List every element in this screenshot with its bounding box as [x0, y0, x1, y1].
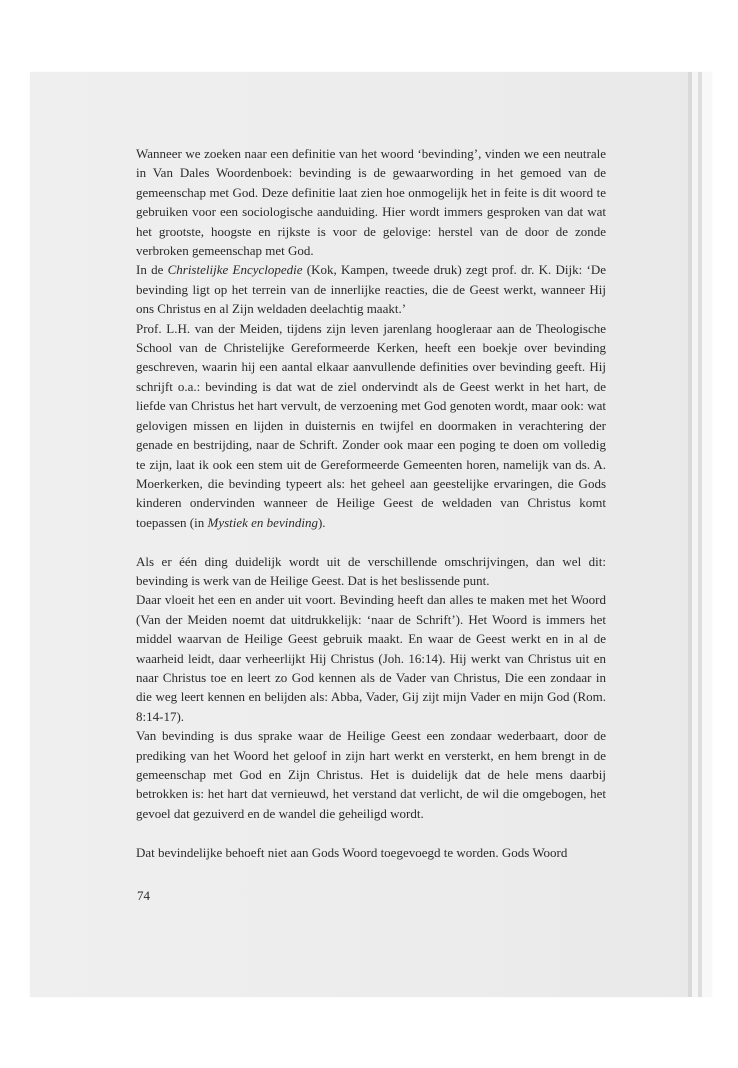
paragraph-1: Wanneer we zoeken naar een definitie van het woord ‘bevinding’, vinden we een neutrale in Van Dales Woordenboek: bevinding is de gewaarwording in het gemoed van de gemeenschap met God. Deze definitie laat zien hoe onmogelijk het in feite is dit woord te gebruiken voor een sociologische aanduiding. Hier wordt immers gesproken van dat wat het grootste, hoogste en rijkste is voor de gelovige: herstel van de door de zonde verbroken gemeenschap met God.: [136, 146, 606, 259]
paragraph-3: Prof. L.H. van der Meiden, tijdens zijn leven jarenlang hoogleraar aan de Theologische School van de Christelijke Gereformeerde Kerken, heeft een boekje over bevinding geschreven, waarin hij een aantal elkaar aanvullende definities over bevinding geeft. Hij schrijft o.a.: bevinding is dat wat de ziel ondervindt als de Geest werkt in het hart, de liefde van Christus het hart vervult, de verzoening met God genoten wordt, maar ook: wat gelovigen missen en lijden in duisternis en twijfel en doormaken in verachtering der genade en bestrijding, naar de Schrift. Zonder ook maar een poging te doen om volledig te zijn, laat ik ook een stem uit de Gereformeerde Gemeenten horen, namelijk van ds. A. Moerkerken, die bevinding typeert als: het geheel aan geestelijke ervaringen, die Gods kinderen ondervinden wanneer de Heilige Geest de weldaden van Christus komt toepassen (in Mystiek en bevinding).: [136, 320, 606, 530]
body-text: [136, 144, 606, 862]
paragraph-4: Als er één ding duidelijk wordt uit de verschillende omschrijvingen, dan wel dit: bevinding is werk van de Heilige Geest. Dat is het beslissende punt.: [136, 553, 606, 588]
paragraph-5: Daar vloeit het een en ander uit voort. Bevinding heeft dan alles te maken met het Woord (Van der Meiden noemt dat uitdrukkelijk: ‘naar de Schrift’). Het Woord is immers het middel waarvan de Heilige Geest gebruik maakt. En waar de Geest werkt en in al de waarheid leidt, daar verheerlijkt Hij Christus (Joh. 16:14). Hij werkt van Christus uit en naar Christus toe en leert zo God kennen als de Vader van Christus, Die een zondaar in die weg leert kennen en belijden als: Abba, Vader, Gij zijt mijn Vader en mijn God (Rom. 8:14-17).: [136, 592, 606, 724]
paragraph-6: Van bevinding is dus sprake waar de Heilige Geest een zondaar wederbaart, door de prediking van het Woord het geloof in zijn hart werkt en versterkt, en hem brengt in de gemeenschap met God en Zijn Christus. Het is duidelijk dat de hele mens daarbij betrokken is: het hart dat vernieuwd, het verstand dat verlicht, de wil die omgebogen, het gevoel dat gezuiverd en de wandel die geheiligd wordt.: [136, 728, 606, 821]
book-title-mystiek-en-bevinding: Mystiek en bevinding: [207, 514, 318, 530]
page-edge: [702, 72, 712, 997]
paragraph-7: Dat bevindelijke behoeft niet aan Gods Woord toegevoegd te worden. Gods Woord: [136, 844, 568, 860]
book-title-christelijke-encyclopedie: Christelijke Encyclopedie: [167, 262, 303, 278]
paragraph-2: In de Christelijke Encyclopedie (Kok, Kampen, tweede druk) zegt prof. dr. K. Dijk: ‘De bevinding ligt op het terrein van de innerlijke reacties, die de Geest werkt, wanneer Hij ons Christus en al Zijn weldaden deelachtig maakt.’: [136, 262, 606, 317]
paragraph-gap: [136, 532, 606, 551]
page-number: 74: [137, 888, 150, 903]
paragraph-gap: [136, 823, 606, 842]
